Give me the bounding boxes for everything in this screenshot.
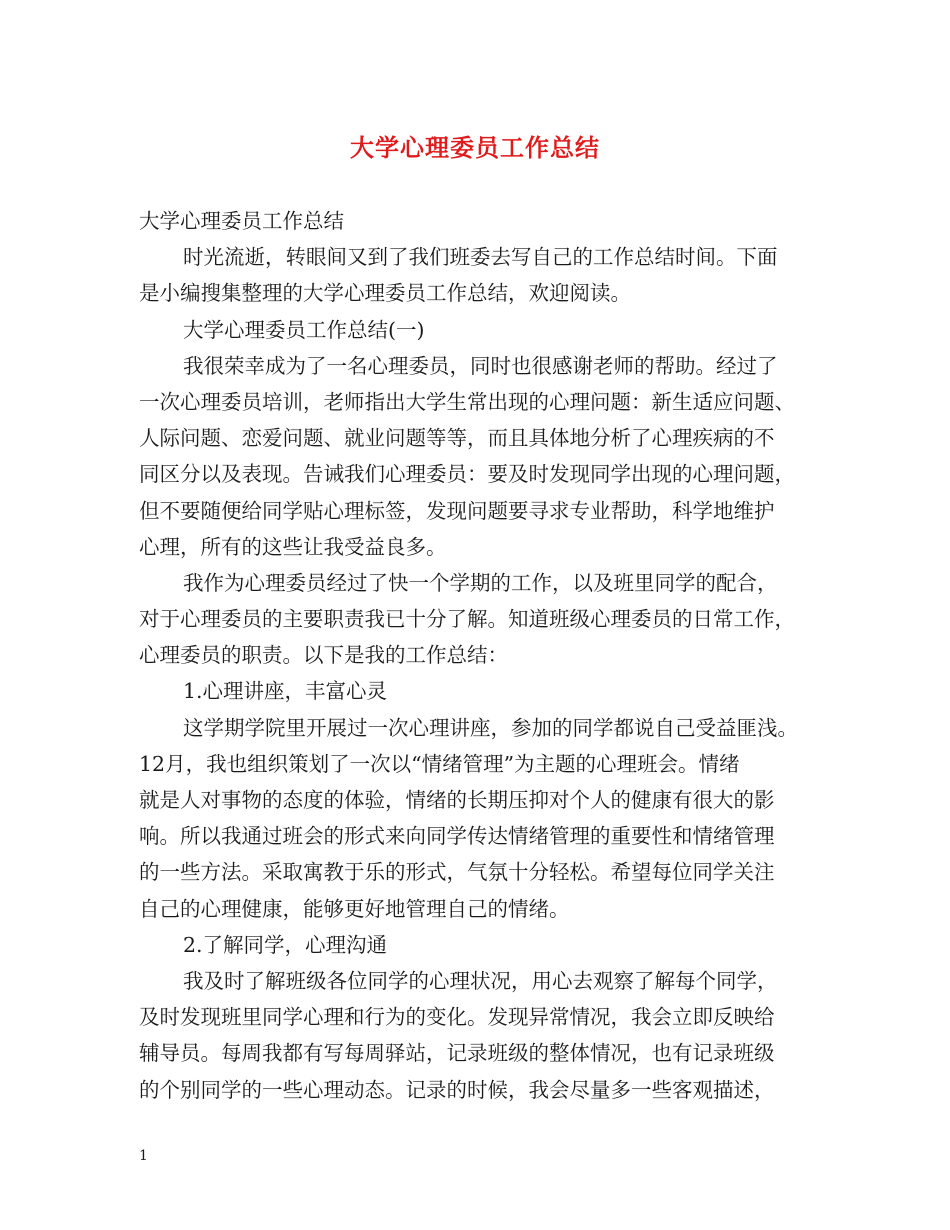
body-line: 人际问题、恋爱问题、就业问题等等，而且具体地分析了心理疾病的不 bbox=[139, 426, 775, 451]
body-line: 大学心理委员工作总结(一) bbox=[183, 317, 425, 342]
body-line: 这学期学院里开展过一次心理讲座，参加的同学都说自己受益匪浅。 bbox=[183, 715, 798, 740]
body-line: 但不要随便给同学贴心理标签，发现问题要寻求专业帮助，科学地维护 bbox=[139, 498, 775, 523]
body-line: 辅导员。每周我都有写每周驿站，记录班级的整体情况，也有记录班级 bbox=[139, 1041, 775, 1066]
page-number: 1 bbox=[139, 1148, 148, 1164]
body-line: 12月，我也组织策划了一次以“情绪管理”为主题的心理班会。情绪 bbox=[139, 751, 740, 776]
body-line: 一次心理委员培训，老师指出大学生常出现的心理问题：新生适应问题、 bbox=[139, 389, 795, 414]
body-line: 自己的心理健康，能够更好地管理自己的情绪。 bbox=[139, 896, 570, 921]
body-line: 心理，所有的这些让我受益良多。 bbox=[139, 534, 447, 559]
body-line: 就是人对事物的态度的体验，情绪的长期压抑对个人的健康有很大的影 bbox=[139, 788, 775, 812]
body-line: 同区分以及表现。告诫我们心理委员：要及时发现同学出现的心理问题， bbox=[139, 462, 795, 487]
body-line: 1.心理讲座，丰富心灵 bbox=[183, 679, 388, 704]
body-line: 心理委员的职责。以下是我的工作总结： bbox=[139, 643, 508, 668]
body-line: 2.了解同学，心理沟通 bbox=[183, 932, 388, 957]
body-line: 大学心理委员工作总结 bbox=[139, 209, 344, 233]
document-body bbox=[139, 203, 829, 1108]
document-title: 大学心理委员工作总结 bbox=[350, 134, 600, 162]
body-line: 响。所以我通过班会的形式来向同学传达情绪管理的重要性和情绪管理 bbox=[139, 824, 775, 849]
body-line: 的一些方法。采取寓教于乐的形式，气氛十分轻松。希望每位同学关注 bbox=[139, 860, 775, 885]
body-line: 时光流逝，转眼间又到了我们班委去写自己的工作总结时间。下面 bbox=[183, 245, 778, 270]
body-line: 我及时了解班级各位同学的心理状况，用心去观察了解每个同学， bbox=[183, 968, 778, 993]
body-line: 对于心理委员的主要职责我已十分了解。知道班级心理委员的日常工作， bbox=[139, 607, 795, 632]
body-line: 我很荣幸成为了一名心理委员，同时也很感谢老师的帮助。经过了 bbox=[183, 353, 778, 378]
body-line: 及时发现班里同学心理和行为的变化。发现异常情况，我会立即反映给 bbox=[139, 1005, 775, 1030]
body-line: 我作为心理委员经过了快一个学期的工作，以及班里同学的配合， bbox=[183, 570, 778, 595]
body-line: 是小编搜集整理的大学心理委员工作总结，欢迎阅读。 bbox=[139, 281, 631, 306]
body-line: 的个别同学的一些心理动态。记录的时候，我会尽量多一些客观描述， bbox=[139, 1077, 775, 1102]
